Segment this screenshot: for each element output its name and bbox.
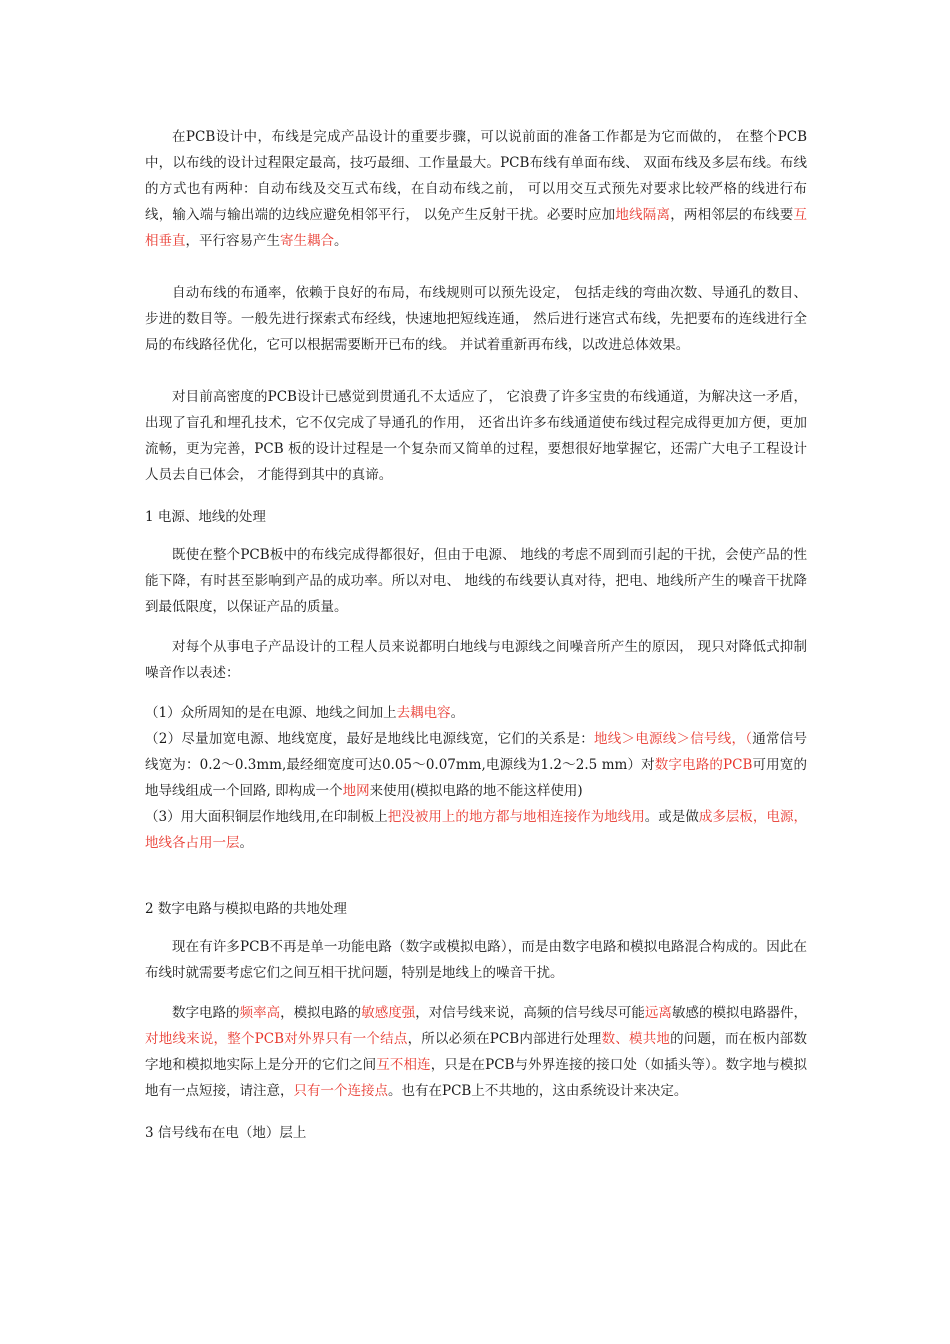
highlight-multilayer: 成多层板，电源，地线各占用一层	[145, 809, 808, 851]
highlight-digital-pcb: 数字电路的PCB	[654, 757, 753, 773]
text-run: 通常信号线宽为：0.2～0.3mm,最经细宽度可达0.05～0.07mm,电源线为1.2～2.5 mm）对	[145, 731, 808, 773]
text-run: ，模拟电路的	[280, 1005, 362, 1021]
section-heading-power-ground: 1 电源、地线的处理	[145, 509, 266, 525]
highlight-perpendicular: 互相垂直	[145, 207, 808, 249]
section-heading-signal-on-plane: 3 信号线布在电（地）层上	[145, 1125, 307, 1141]
document-body	[145, 124, 807, 1146]
highlight-paren: ，（	[731, 731, 753, 747]
text-run: 可用宽的地导线组成一个回路, 即构成一个	[145, 757, 807, 799]
highlight-single-node: 对地线来说，整个PCB对外界只有一个结点	[145, 1031, 408, 1047]
highlight-width-order: 地线＞电源线＞信号线	[593, 731, 732, 747]
list-item-copper-ground	[145, 804, 807, 856]
text-run: ，两相邻层的布线要	[670, 207, 794, 223]
highlight-one-connection-point: 只有一个连接点	[293, 1083, 388, 1099]
list-item-trace-width	[145, 726, 807, 804]
text-run: （2）尽量加宽电源、地线宽度，最好是地线比电源线宽，它们的关系是：	[145, 731, 594, 747]
paragraph-vias: 对目前高密度的PCB设计已感觉到贯通孔不太适应了， 它浪费了许多宝贵的布线通道，为解决这一矛盾，出现了盲孔和埋孔技术，它不仅完成了导通孔的作用， 还省出许多布线通道使布线过程完成得更加方便，更加流畅，更为完善，PCB 板的设计过程是一个复杂而又简单的过程，要想很好地掌握它，还需广大电子工程设计人员去自已体会， 才能得到其中的真谛。	[145, 389, 807, 483]
highlight-far-away: 远离	[644, 1005, 672, 1021]
highlight-ground-net: 地网	[342, 783, 370, 799]
highlight-common-ground: 数、模共地	[601, 1031, 671, 1047]
highlight-decoupling-cap: 去耦电容	[396, 705, 451, 721]
text-run: ，只是在PCB与外界连接的接口处（如插头等）。数字地与模拟地有一点短接，请注意，	[145, 1057, 807, 1099]
highlight-unused-area-ground: 把没被用上的地方都与地相连接作为地线用	[387, 809, 645, 825]
text-run: 来使用(模拟电路的地不能这样使用)	[369, 783, 583, 799]
text-run: 。或是做	[644, 809, 699, 825]
highlight-high-frequency: 频率高	[239, 1005, 281, 1021]
paragraph-autorouting: 自动布线的布通率，依赖于良好的布局，布线规则可以预先设定， 包括走线的弯曲次数、导通孔的数目、步进的数目等。一般先进行探索式布经线，快速地把短线连通， 然后进行迷宫式布线，先把要布的连线进行全局的布线路径优化，它可以根据需要断开已布的线。 并试着重新再布线，以改进总体效果。	[145, 285, 807, 353]
text-run: 的问题，而在板内部数字地和模拟地实际上是分开的它们之间	[145, 1031, 808, 1073]
highlight-ground-isolation: 地线隔离	[615, 207, 671, 223]
text-run: 。	[334, 233, 348, 249]
text-run: ，对信号线来说，高频的信号线尽可能	[415, 1005, 645, 1021]
list-item-decoupling	[145, 700, 807, 726]
text-run: 。也有在PCB上不共地的，这由系统设计来决定。	[388, 1083, 688, 1099]
highlight-parasitic-coupling: 寄生耦合	[280, 233, 334, 249]
highlight-high-sensitivity: 敏感度强	[361, 1005, 416, 1021]
text-run: ，所以必须在PCB内部进行处理	[407, 1031, 602, 1047]
list-noise-measures	[145, 700, 807, 856]
paragraph-routing-intro	[145, 124, 807, 254]
text-run: 在PCB设计中，布线是完成产品设计的重要步骤，可以说前面的准备工作都是为它而做的， 在整个PCB中，以布线的设计过程限定最高，技巧最细、工作量最大。PCB布线有单面布线、 双面布线及多层布线。布线的方式也有两种：自动布线及交互式布线，在自动布线之前， 可以用交互式预先对要求比较严格的线进行布线，输入端与输出端的边线应避免相邻平行， 以免产生反射干扰。必要时应加	[145, 129, 807, 223]
text-run: （3）用大面积铜层作地线用,在印制板上	[145, 809, 388, 825]
text-run: ，平行容易产生	[185, 233, 280, 249]
text-run: 。	[450, 705, 465, 721]
text-run: （1）众所周知的是在电源、地线之间加上	[145, 705, 397, 721]
paragraph-digital-analog	[145, 1000, 807, 1104]
highlight-not-connected: 互不相连	[376, 1057, 431, 1073]
paragraph-mixed-circuits: 现在有许多PCB不再是单一功能电路（数字或模拟电路），而是由数字电路和模拟电路混合构成的。因此在布线时就需要考虑它们之间互相干扰问题，特别是地线上的噪音干扰。	[145, 939, 807, 981]
text-run: 数字电路的	[172, 1005, 240, 1021]
section-heading-mixed-ground: 2 数字电路与模拟电路的共地处理	[145, 901, 347, 917]
paragraph-noise-reasons: 对每个从事电子产品设计的工程人员来说都明白地线与电源线之间噪音所产生的原因， 现只对降低式抑制噪音作以表述：	[145, 639, 807, 681]
text-run: 。	[239, 835, 253, 851]
paragraph-power-ground-intro: 既使在整个PCB板中的布线完成得都很好，但由于电源、 地线的考虑不周到而引起的干扰，会使产品的性能下降，有时甚至影响到产品的成功率。所以对电、 地线的布线要认真对待，把电、地线所产生的噪音干扰降到最低限度，以保证产品的质量。	[145, 547, 807, 615]
text-run: 敏感的模拟电路器件，	[671, 1005, 808, 1021]
